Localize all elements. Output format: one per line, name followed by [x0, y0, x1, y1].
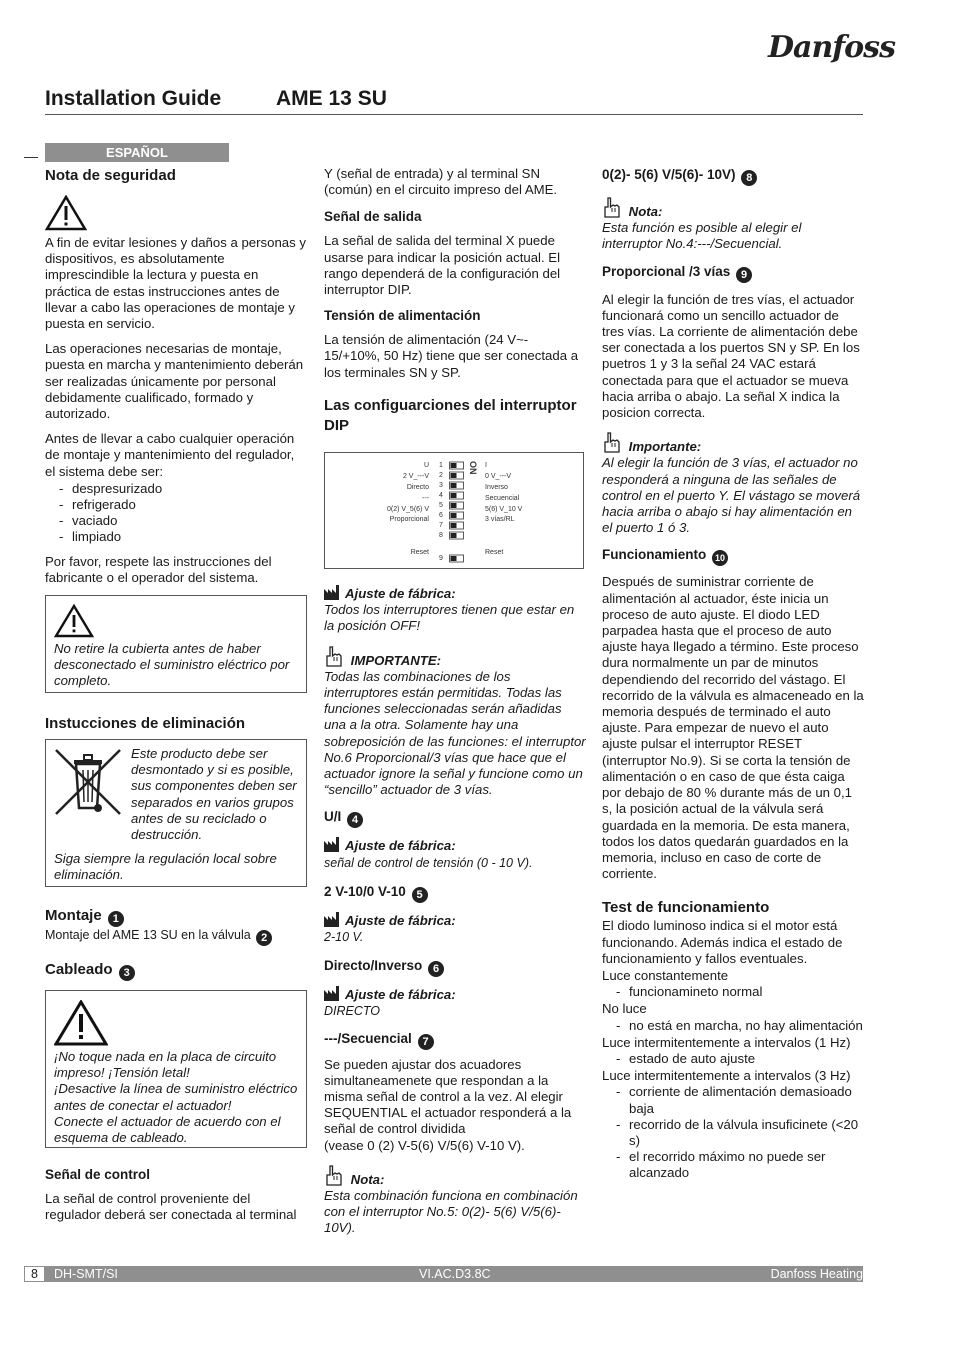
factory-label [324, 837, 586, 854]
step-number-badge: 9 [736, 267, 752, 283]
dip-number: 8 [439, 532, 443, 539]
factory-label [324, 912, 586, 929]
note-label [602, 196, 864, 220]
disposal-note: Siga siempre la regulación local sobre eliminación. [54, 851, 277, 883]
sequential-text-2: (vease 0 (2) V-5(6) V/5(6) V-10 V). [324, 1137, 525, 1153]
led-3hz-list [602, 1084, 864, 1181]
direct-inverse-heading [324, 957, 586, 977]
dip-label-left: Directo [406, 484, 429, 491]
dip-label-right: Inverso [485, 484, 508, 491]
factory-label [324, 986, 586, 1003]
dip-label-left: Reset [410, 549, 429, 556]
list-item: - limpiado [45, 529, 307, 545]
language-label: ESPAÑOL [45, 143, 229, 162]
step-number-badge: 10 [712, 550, 728, 566]
footer-doc-code: DH-SMT/SI [54, 1267, 118, 1281]
dip-label-left: --- [422, 495, 429, 502]
supply-text: La tensión de alimentación (24 V~- 15/+10%, 50 Hz) tiene que ser conectada a los terminales SN y SP. [324, 332, 579, 380]
dip-label-right: 5(6) V_10 V [485, 506, 523, 513]
step-number-badge: 6 [428, 961, 444, 977]
factory-icon [324, 912, 342, 927]
v2-heading [324, 883, 586, 903]
factory-label [324, 585, 586, 602]
disposal-text: Este producto debe ser desmontado y si es posible, sus componentes deben ser separados en varios grupos antes de su reciclado o destrucción. [131, 746, 297, 843]
step-number-badge: 1 [108, 911, 124, 927]
note-label [324, 1164, 586, 1188]
model-title: AME 13 SU [276, 87, 387, 110]
dip-number: 9 [439, 555, 443, 562]
led-constant: Luce constantemente [602, 967, 729, 983]
control-signal-continued: Y (señal de entrada) y al terminal SN (común) en el circuito impreso del AME. [324, 166, 558, 198]
disposal-heading: Instucciones de eliminación [45, 715, 246, 733]
warning-wiring-line-1: ¡No toque nada en la placa de circuito impreso! ¡Tensión letal! [54, 1049, 277, 1081]
disposal-box [45, 739, 307, 887]
footer-company: Danfoss Heating [770, 1267, 863, 1281]
list-item: - estado de auto ajuste [602, 1051, 864, 1067]
warning-box-wiring [45, 990, 307, 1148]
step-number-badge: 7 [418, 1034, 434, 1050]
important-label-text: Importante: [628, 439, 702, 455]
sequential-text: Se pueden ajustar dos acuadores simultaneamenete que respondan a la misma señal de control a la vez. Al elegir SEQUENTIAL el actuador responderá a la señal de control dividida [324, 1056, 572, 1137]
dip-switch-block [449, 461, 465, 565]
dip-label-right: 0 V_---V [485, 473, 512, 480]
factory-label-text: Ajuste de fábrica: [345, 987, 456, 1003]
column-1 [45, 166, 307, 1223]
dip-label-left: U [423, 462, 429, 469]
dip-label-right: Reset [485, 549, 504, 556]
warning-wiring-line-3: Conecte el actuador de acuerdo con el esquema de cableado. [54, 1113, 281, 1146]
sequential-note: Esta combinación funciona en combinación con el interruptor No.5: 0(2)- 5(6) V/5(6)- 10V). [324, 1188, 578, 1236]
function-title: Funcionamiento [602, 547, 707, 563]
safety-paragraph-2: Las operaciones necesarias de montaje, puesta en marcha y mantenimiento deberán ser realizadas únicamente por personal debidamente cualificado, formado y autorizado. [45, 341, 304, 422]
pointing-hand-icon [602, 431, 622, 453]
column-2-lower [324, 585, 586, 1237]
mount-title: Montaje [45, 907, 102, 925]
dip-label-right: Secuencial [485, 495, 520, 502]
crossed-bin-icon [52, 746, 124, 818]
direct-inverse-title: Directo/Inverso [324, 958, 423, 974]
proportional-text: Al elegir la función de tres vías, el actuador funcionará como un sencillo actuador de tres vías. La corriente de alimentación debe ser conectada a los puertos SN y SP. En los puetros 1 y 3 la señal 24 VAC estará conectada para que el actuador se mueva hacia arriba o abajo. La señal X indica la posicion correcta. [602, 291, 860, 421]
dip-number: 7 [439, 522, 443, 529]
proportional-heading [602, 263, 864, 283]
test-heading: Test de funcionamiento [602, 899, 770, 917]
led-off-list [602, 1018, 864, 1034]
page-number: 8 [24, 1266, 45, 1282]
factory-label-text: Ajuste de fábrica: [345, 838, 456, 854]
safety-list [45, 481, 307, 546]
warning-box-cover [45, 595, 307, 693]
dip-switch-diagram [324, 452, 584, 569]
warning-icon [54, 1000, 108, 1046]
safety-paragraph-3: Antes de llevar a cabo cualquier operación de montaje y mantenimiento del regulador, el sistema debe ser: [45, 431, 295, 479]
important-text: Todas las combinaciones de los interruptores están permitidas. Todas las funciones seleccionadas serán añadidas una a la otra. Solamente hay una sobreposición de las funciones: el interruptor No.6 Proporcional/3 vías que hace que el actuador ignore la señal y funcione como un “sencillo” actuador de 3 vías. [324, 668, 586, 798]
step-number-badge: 5 [412, 887, 428, 903]
mount-heading [45, 906, 307, 927]
factory-label-text: Ajuste de fábrica: [345, 912, 456, 928]
list-item: - despresurizado [45, 481, 307, 497]
supply-heading: Tensión de alimentación [324, 308, 481, 324]
important-label-text: IMPORTANTE: [350, 652, 442, 668]
ui-title: U/I [324, 809, 342, 825]
dip-label-right: 3 vías/RL [485, 516, 515, 523]
wiring-heading [45, 960, 307, 981]
factory-setting-1: Todos los interruptores tienen que estar en la posición OFF! [324, 602, 575, 634]
warning-icon [45, 195, 87, 231]
safety-heading: Nota de seguridad [45, 167, 176, 184]
header-rule [45, 114, 863, 115]
output-signal-text: La señal de salida del terminal X puede usarse para indicar la posición actual. El rango dependerá de la configuración del interruptor DIP. [324, 233, 561, 298]
footer-catalogue-code: VI.AC.D3.8C [419, 1267, 491, 1281]
step-number-badge: 4 [347, 812, 363, 828]
led-3hz: Luce intermitentemente a intervalos (3 Hz) [602, 1068, 851, 1084]
list-item: - el recorrido máximo no puede ser alcanzado [602, 1149, 864, 1181]
warning-icon [54, 604, 94, 638]
test-text: El diodo luminoso indica si el motor está funcionando. Además indica el estado de funcionamiento y fallos eventuales. [602, 918, 843, 966]
function-heading [602, 546, 864, 566]
section-tick [24, 157, 38, 158]
list-item: - recorrido de la válvula insuficinete (<20 s) [602, 1117, 864, 1149]
sequential-title: ---/Secuencial [324, 1030, 412, 1046]
note-label-text: Nota: [350, 1171, 385, 1187]
step-number-badge: 3 [119, 965, 135, 981]
v05-title: 0(2)- 5(6) V/5(6)- 10V) [602, 167, 736, 182]
dip-heading: Las configuarciones del interruptor DIP [324, 396, 577, 434]
page-title: Installation Guide [45, 87, 222, 110]
list-item: - corriente de alimentación demasioado baja [602, 1084, 864, 1116]
factory-icon [324, 986, 342, 1001]
safety-paragraph-1: A fin de evitar lesiones y daños a personas y dispositivos, es absolutamente imprescindible la lectura y puesta en práctica de estas instrucciones antes de llevar a cabo las operaciones de montaje y puesta en servicio. [45, 235, 306, 332]
v2-title: 2 V-10/0 V-10 [324, 883, 406, 899]
v05-note: Esta función es posible al elegir el interruptor No.4:---/Secuencial. [602, 220, 802, 252]
proportional-important: Al elegir la función de 3 vías, el actuador no responderá a ninguna de las señales de control en el puerto Y. El vástago se moverá hacia arriba o abajo si hay alimentación en el puerto 1 ó 3. [602, 455, 861, 536]
note-label-text: Nota: [628, 204, 663, 219]
dip-number: 4 [439, 492, 443, 499]
pointing-hand-icon [602, 196, 622, 218]
list-item: - funcionamineto normal [602, 984, 864, 1000]
direct-factory-value: DIRECTO [324, 1004, 381, 1019]
control-signal-heading: Señal de control [45, 1167, 151, 1183]
dip-label-left: Proporcional [389, 516, 429, 523]
list-item: - refrigerado [45, 497, 307, 513]
dip-label-right: I [485, 462, 487, 469]
dip-number: 6 [439, 512, 443, 519]
important-label [324, 645, 586, 669]
dip-label-left: 2 V_---V [402, 473, 429, 480]
factory-icon [324, 585, 342, 600]
control-signal-text: La señal de control proveniente del regulador deberá ser conectada al terminal [45, 1191, 297, 1223]
pointing-hand-icon [324, 645, 344, 667]
wiring-title: Cableado [45, 961, 113, 979]
led-1hz: Luce intermitentemente a intervalos (1 Hz) [602, 1034, 851, 1050]
led-1hz-list [602, 1051, 864, 1067]
v05-heading [602, 166, 864, 186]
led-constant-list [602, 984, 864, 1000]
sequential-heading [324, 1030, 586, 1050]
list-item: - no está en marcha, no hay alimentación [602, 1018, 864, 1034]
mount-text [45, 927, 307, 946]
warning-wiring-line-2: ¡Desactive la línea de suministro eléctrico antes de conectar el actuador! [54, 1081, 298, 1113]
dip-on-label: ON [468, 461, 478, 475]
ui-factory-value: señal de control de tensión (0 - 10 V). [324, 855, 533, 870]
important-label [602, 431, 864, 455]
column-3 [602, 166, 864, 1182]
dip-number: 2 [439, 472, 443, 479]
list-item: - vaciado [45, 513, 307, 529]
pointing-hand-icon [324, 1164, 344, 1186]
v2-factory-value: 2-10 V. [324, 930, 364, 945]
output-signal-heading: Señal de salida [324, 209, 422, 225]
dip-number: 1 [439, 462, 443, 469]
proportional-title: Proporcional /3 vías [602, 263, 731, 279]
ui-heading [324, 808, 586, 828]
function-text: Después de suministrar corriente de alimentación al actuador, éste inicia un proceso de auto ajuste. El diodo LED parpadea hasta que el proceso de auto ajuste haya llegado a término. Este proceso dura normalmente un par de minutos dependiendo del recorrido del vástago. El recorrido de la válvula es almaceneado en la memoria después de terminado el auto ajuste. Para empezar de nuevo el auto ajuste pulsar el interruptor RESET (interruptor No.9). Si se corta la tensión de alimentación o en caso de que ésta caiga por debajo de 80 % durante más de un 0,1 s, la posición actual de la válvula será guardada en la memoria. De esta manera, todos los datos quedarán guardados en la memoria, incluso en caso de corte de corriente. [602, 574, 864, 882]
mount-text-label: Montaje del AME 13 SU en la válvula [45, 928, 251, 943]
step-number-badge: 2 [256, 930, 272, 946]
factory-icon [324, 837, 342, 852]
step-number-badge: 8 [741, 170, 757, 186]
dip-label-left: 0(2) V_5(6) V [386, 506, 429, 513]
led-off: No luce [602, 1001, 647, 1017]
column-2 [324, 166, 586, 436]
safety-paragraph-4: Por favor, respete las instrucciones del fabricante o el operador del sistema. [45, 553, 272, 585]
warning-cover-text: No retire la cubierta antes de haber desconectado el suministro eléctrico por completo. [54, 641, 290, 689]
dip-number: 3 [439, 482, 443, 489]
factory-label-text: Ajuste de fábrica: [345, 586, 456, 601]
dip-number: 5 [439, 502, 443, 509]
danfoss-logo: Danfoss [768, 30, 895, 65]
